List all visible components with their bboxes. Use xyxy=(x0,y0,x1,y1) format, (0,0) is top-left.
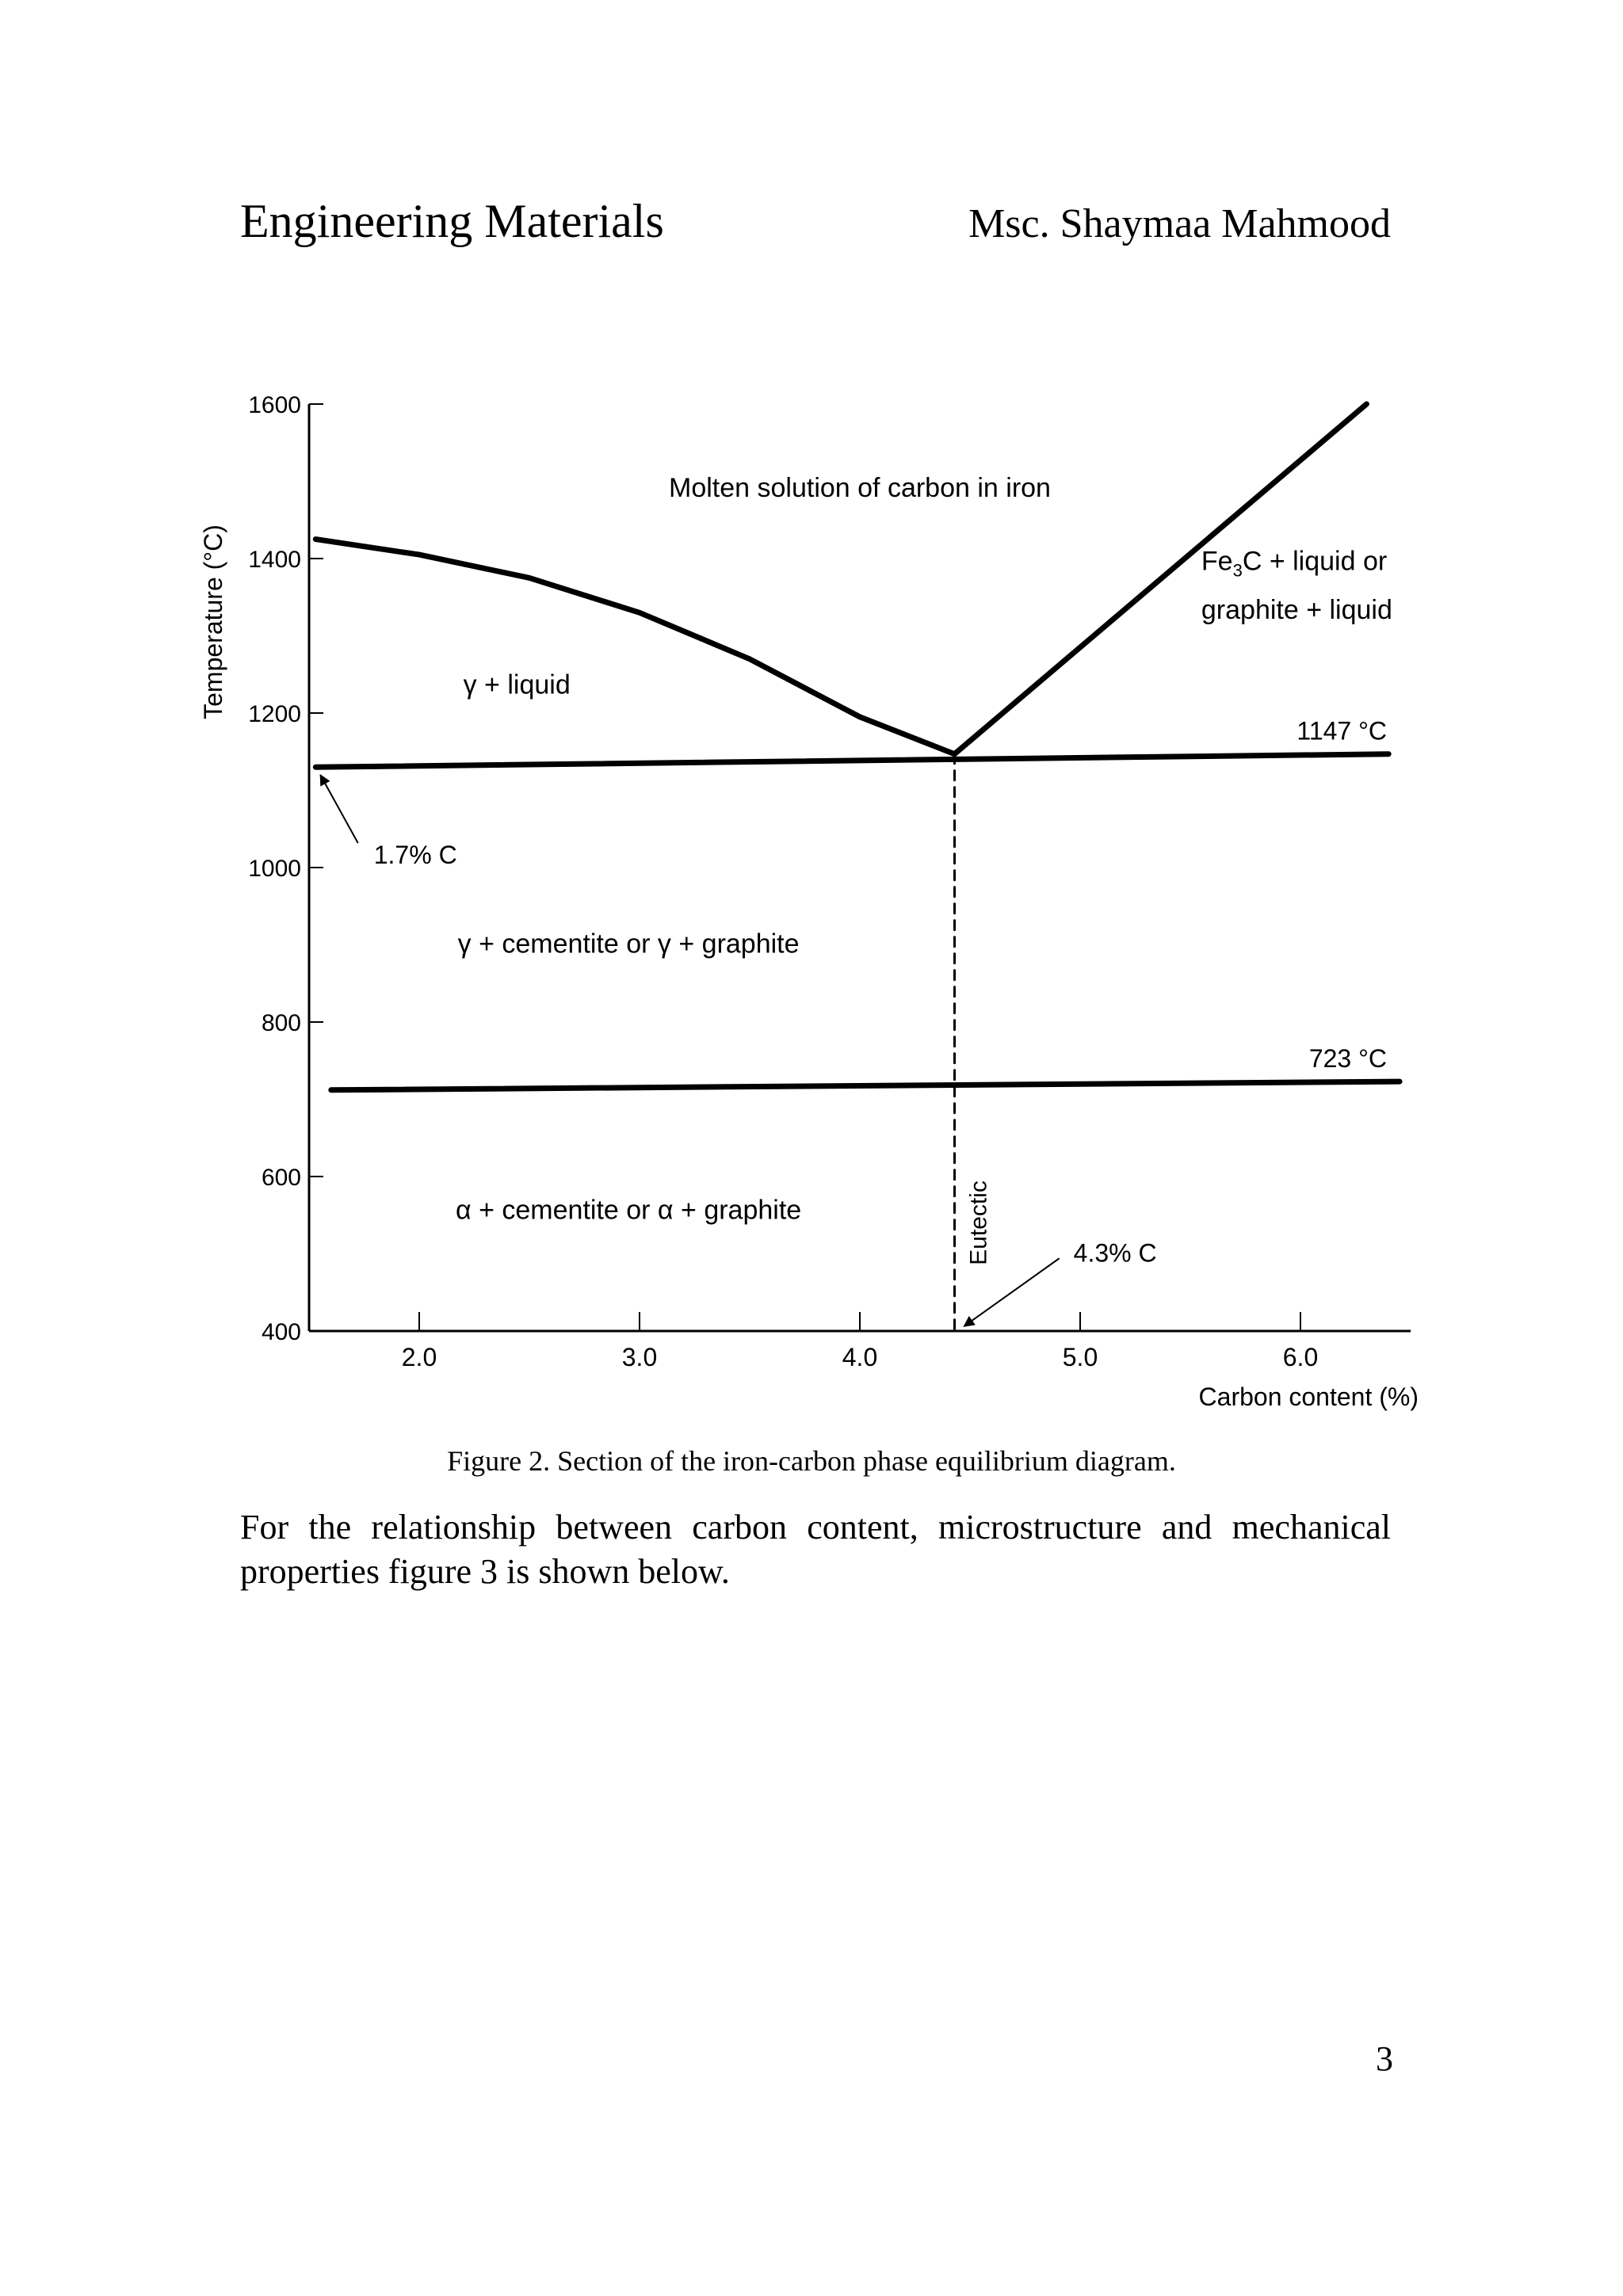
phase-line-1 xyxy=(315,540,954,754)
x-tick-label-2: 2.0 xyxy=(401,1343,437,1371)
phase-line-4 xyxy=(331,1081,1400,1090)
annotation-1-7-percent: 1.7% C xyxy=(373,841,457,870)
y-tick-label-400: 400 xyxy=(261,1319,301,1345)
annotation-arrow-1 xyxy=(320,775,357,843)
x-tick-label-4: 4.0 xyxy=(842,1343,878,1371)
y-tick-label-1200: 1200 xyxy=(248,701,301,727)
body-paragraph: For the relationship between carbon content, microstructure and mechanical properties figure 3 is shown below. xyxy=(240,1508,1391,1591)
annotation-4-3-percent: 4.3% C xyxy=(1073,1238,1157,1268)
phase-diagram-figure xyxy=(190,372,1426,1426)
y-axis-label: Temperature (°C) xyxy=(199,524,227,719)
y-tick-label-800: 800 xyxy=(261,1010,301,1036)
figure-caption: Figure 2. Section of the iron-carbon phase equilibrium diagram. xyxy=(447,1445,1176,1477)
y-tick-label-1000: 1000 xyxy=(248,856,301,882)
page-number: 3 xyxy=(1376,2039,1393,2078)
phase-line-2 xyxy=(955,404,1367,754)
annotation-arrow-2 xyxy=(964,1258,1060,1326)
phase-line-3 xyxy=(315,754,1388,768)
eutectic-label: Eutectic xyxy=(965,1180,992,1265)
region-label-gamma-cementite: γ + cementite or γ + graphite xyxy=(457,929,800,959)
x-tick-label-3: 3.0 xyxy=(621,1343,658,1371)
x-tick-label-5: 5.0 xyxy=(1062,1343,1098,1371)
phase-diagram-chart xyxy=(190,372,1426,1426)
phase-boundary-lines xyxy=(315,404,1400,1331)
temperature-label-723: 723 °C xyxy=(1308,1044,1387,1074)
region-label-molten: Molten solution of carbon in iron xyxy=(669,473,1051,503)
y-tick-label-1400: 1400 xyxy=(248,547,301,573)
region-label-gamma-liquid: γ + liquid xyxy=(463,669,571,700)
y-tick-label-600: 600 xyxy=(261,1165,301,1191)
region-label-fe3c-line1: $Fe_3C$ + liquid or xyxy=(1201,546,1388,581)
region-labels xyxy=(320,473,1392,1326)
header-author: Msc. Shaymaa Mahmood xyxy=(968,201,1391,246)
y-tick-label-1600: 1600 xyxy=(248,392,301,418)
region-label-fe3c-line2: graphite + liquid xyxy=(1201,595,1392,626)
temperature-label-1147: 1147 °C xyxy=(1296,716,1387,746)
x-axis-label: Carbon content (%) xyxy=(1198,1383,1419,1411)
axes xyxy=(199,392,1419,1411)
x-tick-label-6: 6.0 xyxy=(1282,1343,1319,1371)
region-label-alpha-cementite: α + cementite or α + graphite xyxy=(455,1195,802,1226)
header-title: Engineering Materials xyxy=(240,195,664,247)
